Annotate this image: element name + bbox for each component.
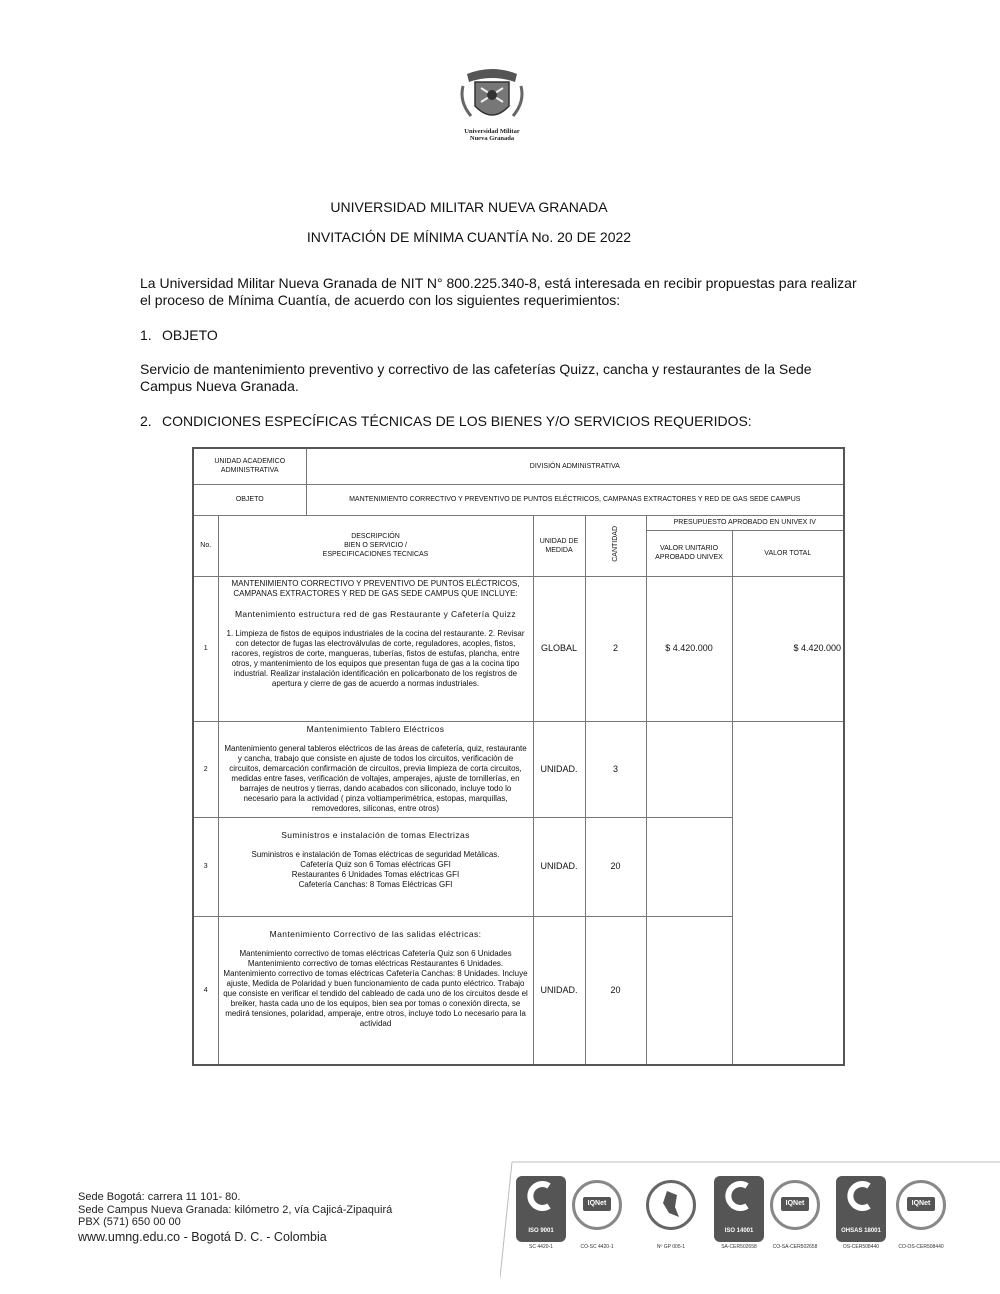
row-subtitle: Mantenimiento estructura red de gas Restaurante y Cafetería Quizz	[234, 608, 517, 619]
col-valor-unitario-line1: VALOR UNITARIO	[659, 545, 719, 552]
row-cantidad: 20	[585, 817, 646, 916]
col-unidad-header	[533, 515, 585, 576]
col-unidad-line1: UNIDAD DE	[539, 537, 579, 545]
row-body: Mantenimiento correctivo de tomas eléctricas Cafetería Quiz son 6 Unidades Mantenimiento correctivo de tomas eléctricas Restaurantes 6 Unidades. Mantenimiento correctivo de tomas eléctricas Cafetería Canchas: 8 Unidades. Incluye ajuste, Medida de Polaridad y buen funcionamiento de cada punto eléctrico. Trabajo que consiste en verificar el tendido del cableado de cada uno de los circuitos desde el breiker, hasta cada uno de los equipos, bien sea por tomas o conexión directa, se medirá tensiones, polaridad, amperaje, entre otros, incluye todo Lo necesario para la actividad	[223, 948, 528, 1028]
cert-gp	[646, 1176, 696, 1256]
cert-caption: SA-CER502658	[721, 1244, 757, 1250]
cert-label: ISO 14001	[724, 1228, 754, 1234]
row-number: 3	[193, 817, 218, 916]
col-unidad-line2: MEDIDA	[545, 546, 573, 554]
requirements-table	[192, 447, 845, 1066]
row-body: 1. Limpieza de fistos de equipos industriales de la cocina del restaurante. 2. Revisar con detector de fugas las electroválvulas de corte, reguladores, acoples, fistos, racores, registros de corte, mangueras, tuberías, fistos de estufas, plancha, entre otros, y mantenimiento de los equipos que presentan fuga de gas a la cocina tipo industrial. Realizar instalación identificación en policarbonato de los registros de apertura y cierre de gas de acuerdo a normas industriales.	[226, 628, 525, 688]
cert-caption: CO-SA-CER502658	[772, 1244, 818, 1250]
objeto-paragraph: Servicio de mantenimiento preventivo y correctivo de las cafeterías Quizz, cancha y restaurantes de la Sede Campus Nueva Granada.	[140, 361, 812, 394]
row-number: 4	[193, 916, 218, 1065]
row-description	[218, 721, 533, 817]
footer-address	[78, 1191, 392, 1243]
table-row-objeto	[193, 484, 844, 515]
cert-caption: Nº GP 005-1	[656, 1244, 686, 1250]
row-unidad: UNIDAD.	[533, 916, 585, 1065]
section-2-heading	[140, 413, 752, 429]
cert-caption: CO-SC 4420-1	[580, 1244, 614, 1250]
col-valor-unitario-line2: APROBADO UNIVEX	[655, 554, 723, 561]
table-header-row-1	[193, 515, 844, 530]
col-presupuesto-header: PRESUPUESTO APROBADO EN UNIVEX IV	[646, 515, 844, 530]
row-cantidad: 20	[585, 916, 646, 1065]
section-1-title: OBJETO	[162, 327, 218, 343]
unidad-label-cell	[193, 448, 306, 484]
cert-iso9001	[516, 1176, 566, 1256]
university-logo	[452, 62, 532, 154]
row-valor-total: $ 4.420.000	[732, 576, 844, 721]
cert-iqnet-3	[896, 1176, 946, 1256]
row-subtitle: Suministros e instalación de tomas Electrizas	[281, 829, 470, 840]
row-subtitle: Mantenimiento Correctivo de las salidas eléctricas:	[269, 928, 482, 939]
col-desc-line3: ESPECIFICACIONES TECNICAS	[322, 551, 429, 558]
col-desc-line2: BIEN O SERVICIO /	[344, 542, 407, 549]
document-subtitle: INVITACIÓN DE MÍNIMA CUANTÍA No. 20 DE 2022	[306, 229, 632, 245]
section-1-heading	[140, 327, 218, 343]
unidad-value-cell: DIVISIÓN ADMINISTRATIVA	[306, 448, 844, 484]
cert-caption: OS-CER508440	[842, 1244, 880, 1250]
table-row-unidad	[193, 448, 844, 484]
iqnet-seal-icon	[770, 1180, 820, 1230]
row-number: 2	[193, 721, 218, 817]
row-cantidad: 3	[585, 721, 646, 817]
row-body: Mantenimiento general tableros eléctricos de las áreas de cafetería, quiz, restaurante y cancha, trabajo que consiste en ajuste de todos los circuitos, verificación de circuitos, demarcación confirmación de circuitos, previa limpieza de corta circuitos, medidas entre fases, verificación de voltajes, amperajes, ajuste de tornillerías, en barrajes de neutros y tierras, dando acabados con siliconado, incluye todo lo necesario para la actividad ( pinza voltiamperimétrica, estopas, marquillas, removedores, siliconas, entre otros)	[224, 743, 527, 813]
section-1-number: 1.	[140, 327, 152, 343]
col-valor-total-header: VALOR TOTAL	[732, 530, 844, 576]
footer-web-link[interactable]: www.umng.edu.co - Bogotá D. C. - Colombia	[78, 1229, 327, 1244]
intro-paragraph: La Universidad Militar Nueva Granada de NIT N° 800.225.340-8, está interesada en recibir propuestas para realizar el proceso de Mínima Cuantía, de acuerdo con los siguientes requerimientos:	[140, 275, 857, 308]
row-line2: Cafetería Quiz son 6 Tomas eléctricas GFI	[300, 859, 451, 869]
objeto-value-cell: MANTENIMIENTO CORRECTIVO Y PREVENTIVO DE PUNTOS ELÉCTRICOS, CAMPANAS EXTRACTORES Y RED DE GAS SEDE CAMPUS	[306, 484, 844, 515]
icontec-badge-icon	[836, 1176, 886, 1242]
iqnet-seal-icon	[572, 1180, 622, 1230]
row-valor-unitario-empty	[646, 817, 732, 916]
row-description	[218, 817, 533, 916]
row-valor-total-empty	[732, 721, 844, 1065]
col-desc-line1: DESCRIPCIÓN	[351, 533, 400, 540]
cert-iso14001	[714, 1176, 764, 1256]
section-2-number: 2.	[140, 413, 152, 429]
row-line4: Cafetería Canchas: 8 Tomas Eléctricas GFI	[298, 879, 453, 889]
cert-ohsas18001	[836, 1176, 886, 1256]
row-line3: Restaurantes 6 Unidades Tomas eléctricas GFI	[291, 869, 460, 879]
cert-label: ISO 9001	[528, 1228, 554, 1234]
document-title: UNIVERSIDAD MILITAR NUEVA GRANADA	[330, 199, 608, 215]
col-valor-unitario-header	[646, 530, 732, 576]
row-subtitle: Mantenimiento Tablero Eléctricos	[306, 723, 445, 734]
row-description	[218, 576, 533, 721]
row-unidad: GLOBAL	[533, 576, 585, 721]
iqnet-seal-icon	[896, 1180, 946, 1230]
col-no-header: No.	[193, 515, 218, 576]
footer-line2: Sede Campus Nueva Granada: kilómetro 2, vía Cajicá-Zipaquirá	[78, 1203, 393, 1216]
row-valor-unitario-empty	[646, 721, 732, 817]
row-description	[218, 916, 533, 1065]
unidad-label-2: ADMINISTRATIVA	[220, 467, 279, 475]
col-cantidad-header	[585, 515, 646, 576]
row-valor-unitario: $ 4.420.000	[646, 576, 732, 721]
cert-iqnet-1	[572, 1176, 622, 1256]
row-valor-unitario-empty	[646, 916, 732, 1065]
footer-line3: PBX (571) 650 00 00	[78, 1216, 181, 1228]
footer-line1: Sede Bogotá: carrera 11 101- 80.	[78, 1191, 241, 1203]
row-unidad: UNIDAD.	[533, 817, 585, 916]
table-row	[193, 721, 844, 817]
shield-crest-icon	[457, 62, 527, 128]
icontec-badge-icon	[714, 1176, 764, 1242]
logo-name-line2: Nueva Granada	[469, 135, 515, 142]
row-number: 1	[193, 576, 218, 721]
col-desc-header	[218, 515, 533, 576]
objeto-label-cell: OBJETO	[193, 484, 306, 515]
cert-caption: CO-OS-CER508440	[898, 1244, 944, 1250]
row-line1: Suministros e instalación de Tomas eléctricas de seguridad Metálicas.	[251, 849, 500, 859]
cert-label: IQNet	[583, 1197, 611, 1211]
cert-caption: SC 4420-1	[529, 1244, 553, 1250]
section-2-title: CONDICIONES ESPECÍFICAS TÉCNICAS DE LOS BIENES Y/O SERVICIOS REQUERIDOS:	[162, 413, 752, 429]
cert-label: IQNet	[781, 1197, 809, 1211]
table-row	[193, 576, 844, 721]
icontec-badge-icon	[516, 1176, 566, 1242]
unidad-label-1: UNIDAD ACADEMICO	[214, 458, 286, 466]
row-heading: MANTENIMIENTO CORRECTIVO Y PREVENTIVO DE PUNTOS ELÉCTRICOS, CAMPANAS EXTRACTORES Y RED DE GAS SEDE CAMPUS QUE INCLUYE:	[231, 578, 520, 598]
cert-label: IQNet	[907, 1197, 935, 1211]
gp-seal-icon	[646, 1180, 696, 1230]
col-cantidad-label: CANTIDAD	[612, 526, 620, 562]
row-unidad: UNIDAD.	[533, 721, 585, 817]
logo-name-line1: Universidad Militar	[464, 128, 520, 135]
certifications-strip	[516, 1176, 956, 1266]
cert-label: OHSAS 18001	[841, 1228, 881, 1234]
row-cantidad: 2	[585, 576, 646, 721]
cert-iqnet-2	[770, 1176, 820, 1256]
